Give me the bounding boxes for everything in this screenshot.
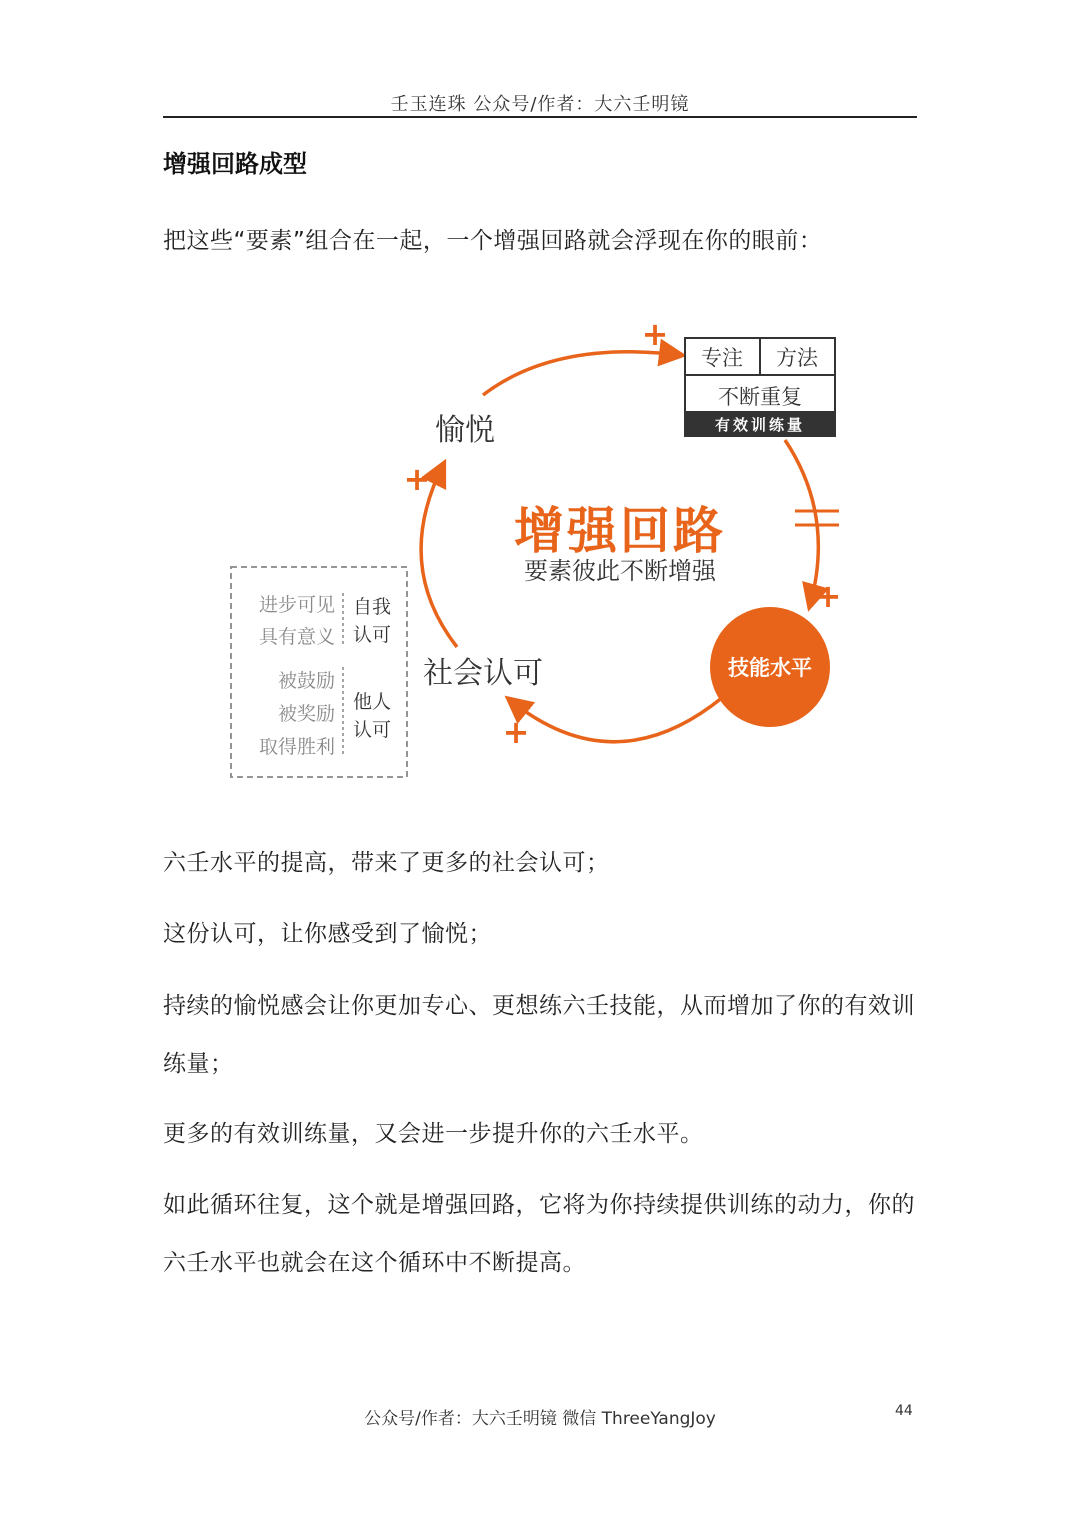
legend-other-label-1: 他人 bbox=[353, 691, 392, 713]
page-number: 44 bbox=[895, 1403, 913, 1419]
paragraph-5: 如此循环往复，这个就是增强回路，它将为你持续提供训练的动力，你的六壬水平也就会在这个循环中不断提高。 bbox=[163, 1192, 915, 1276]
reinforcing-loop-diagram bbox=[225, 315, 875, 815]
legend-encouraged: 被鼓励 bbox=[277, 670, 335, 692]
page-footer: 公众号/作者：大六壬明镜 微信 ThreeYangJoy bbox=[364, 1409, 716, 1429]
paragraph-4: 更多的有效训练量，又会进一步提升你的六壬水平。 bbox=[163, 1121, 704, 1147]
arc-box-to-skill bbox=[785, 440, 818, 605]
legend-self-label-2: 认可 bbox=[353, 624, 392, 646]
intro-paragraph: 把这些“要素”组合在一起，一个增强回路就会浮现在你的眼前： bbox=[163, 228, 823, 254]
legend-rewarded: 被奖励 bbox=[277, 703, 335, 725]
page-header: 壬玉连珠 公众号/作者：大六壬明镜 bbox=[390, 94, 690, 115]
legend-self-label-1: 自我 bbox=[353, 596, 392, 618]
plus-sign-left: + bbox=[403, 460, 431, 498]
legend-winning: 取得胜利 bbox=[258, 736, 335, 758]
loop-subtitle: 要素彼此不断增强 bbox=[524, 557, 716, 585]
node-social-recognition: 社会认可 bbox=[423, 656, 543, 691]
plus-sign-top: + bbox=[641, 315, 669, 353]
effective-training-label: 有效训练量 bbox=[714, 416, 806, 434]
node-pleasure: 愉悦 bbox=[435, 413, 495, 448]
loop-title: 增强回路 bbox=[514, 502, 726, 560]
arc-pleasure-to-box bbox=[483, 352, 680, 395]
legend-progress-visible: 进步可见 bbox=[258, 594, 335, 616]
plus-sign-right: + bbox=[814, 577, 842, 615]
header-rule bbox=[163, 116, 917, 118]
section-title: 增强回路成型 bbox=[163, 150, 307, 178]
legend-other-label-2: 认可 bbox=[353, 719, 392, 741]
paragraph-1: 六壬水平的提高，带来了更多的社会认可； bbox=[163, 850, 610, 876]
plus-sign-bottom: + bbox=[502, 713, 530, 751]
paragraph-3: 持续的愉悦感会让你更加专心、更想练六壬技能，从而增加了你的有效训练量； bbox=[163, 993, 915, 1077]
method-label: 方法 bbox=[776, 346, 818, 370]
focus-label: 专注 bbox=[701, 346, 743, 370]
repeat-label: 不断重复 bbox=[718, 385, 802, 409]
arc-skill-to-social bbox=[510, 697, 723, 742]
node-skill-level: 技能水平 bbox=[728, 656, 812, 680]
legend-meaningful: 具有意义 bbox=[258, 626, 335, 648]
paragraph-2: 这份认可，让你感受到了愉悦； bbox=[163, 921, 492, 947]
